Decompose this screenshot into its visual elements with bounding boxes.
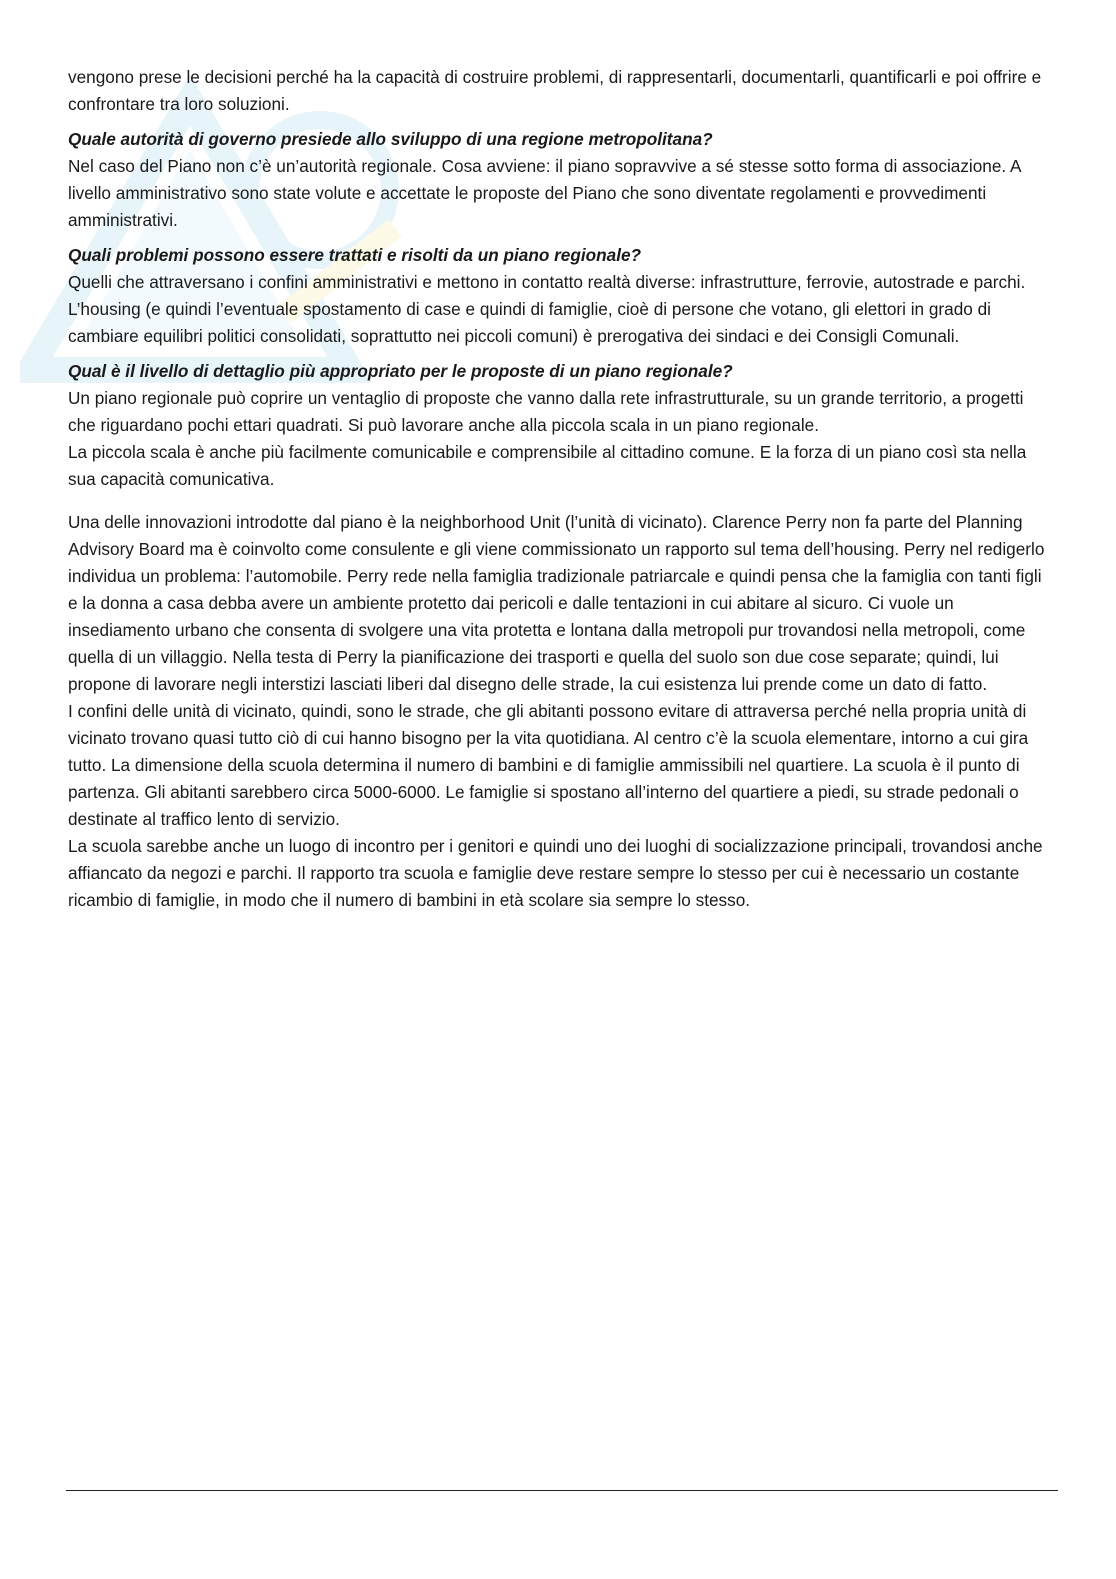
section-paragraph: L’housing (e quindi l’eventuale spostamento di case e quindi di famiglie, cioè di persone che votano, gli elettori in grado di cambiare equilibri politici consolidati, soprattutto nei piccoli comuni) è prerogativa dei sindaci e dei Consigli Comunali.	[68, 299, 991, 346]
section-metropolitan-authority	[68, 126, 1052, 234]
section-paragraph: Quelli che attraversano i confini amministrativi e mettono in contatto realtà diverse: infrastrutture, ferrovie, autostrade e parchi.	[68, 272, 1026, 292]
intro-paragraph: vengono prese le decisioni perché ha la capacità di costruire problemi, di rappresentarli, documentarli, quantificarli e poi offrire e confrontare tra loro soluzioni.	[68, 67, 1042, 114]
section-question: Quali problemi possono essere trattati e risolti da un piano regionale?	[68, 245, 642, 265]
body-paragraph: I confini delle unità di vicinato, quindi, sono le strade, che gli abitanti possono evitare di attraversa perché nella propria unità di vicinato trovano quasi tutto ciò di cui hanno bisogno per la vita quotidiana. Al centro c’è la scuola elementare, intorno a cui gira tutto. La dimensione della scuola determina il numero di bambini e di famiglie ammissibili nel quartiere. La scuola è il punto di partenza. Gli abitanti sarebbero circa 5000-6000. Le famiglie si spostano all’interno del quartiere a piedi, su strade pedonali o destinate al traffico lento di servizio.	[68, 701, 1029, 829]
footer-divider	[66, 1490, 1058, 1491]
section-question: Quale autorità di governo presiede allo sviluppo di una regione metropolitana?	[68, 129, 713, 149]
document-page	[68, 64, 1052, 922]
section-neighborhood-unit	[68, 509, 1052, 914]
section-detail-level	[68, 358, 1052, 493]
body-paragraph: Una delle innovazioni introdotte dal piano è la neighborhood Unit (l’unità di vicinato). Clarence Perry non fa parte del Planning Advisory Board ma è coinvolto come consulente e gli viene commissionato un rapporto sul tema dell’housing. Perry nel redigerlo individua un problema: l’automobile. Perry rede nella famiglia tradizionale patriarcale e quindi pensa che la famiglia con tanti figli e la donna a casa debba avere un ambiente protetto dai pericoli e dalle tentazioni in cui abitare al sicuro. Ci vuole un insediamento urbano che consenta di svolgere una vita protetta e lontana dalla metropoli pur trovandosi nella metropoli, come quella di un villaggio. Nella testa di Perry la pianificazione dei trasporti e quella del suolo son due cose separate; quindi, lui propone di lavorare negli interstizi lasciati liberi dal disegno delle strade, la cui esistenza lui prende come un dato di fatto.	[68, 512, 1045, 694]
section-paragraph: Nel caso del Piano non c’è un’autorità regionale. Cosa avviene: il piano sopravvive a sé stesse sotto forma di associazione. A livello amministrativo sono state volute e accettate le proposte del Piano che sono diventate regolamenti e provvedimenti amministrativi.	[68, 156, 1021, 230]
section-paragraph: Un piano regionale può coprire un ventaglio di proposte che vanno dalla rete infrastrutturale, su un grande territorio, a progetti che riguardano pochi ettari quadrati. Si può lavorare anche alla piccola scala in un piano regionale.	[68, 388, 1024, 435]
section-paragraph: La piccola scala è anche più facilmente comunicabile e comprensibile al cittadino comune. E la forza di un piano così sta nella sua capacità comunicativa.	[68, 442, 1027, 489]
body-paragraph: La scuola sarebbe anche un luogo di incontro per i genitori e quindi uno dei luoghi di socializzazione principali, trovandosi anche affiancato da negozi e parchi. Il rapporto tra scuola e famiglie deve restare sempre lo stesso per cui è necessario un costante ricambio di famiglie, in modo che il numero di bambini in età scolare sia sempre lo stesso.	[68, 836, 1043, 910]
section-question: Qual è il livello di dettaglio più appropriato per le proposte di un piano regionale?	[68, 361, 733, 381]
section-regional-problems	[68, 242, 1052, 350]
